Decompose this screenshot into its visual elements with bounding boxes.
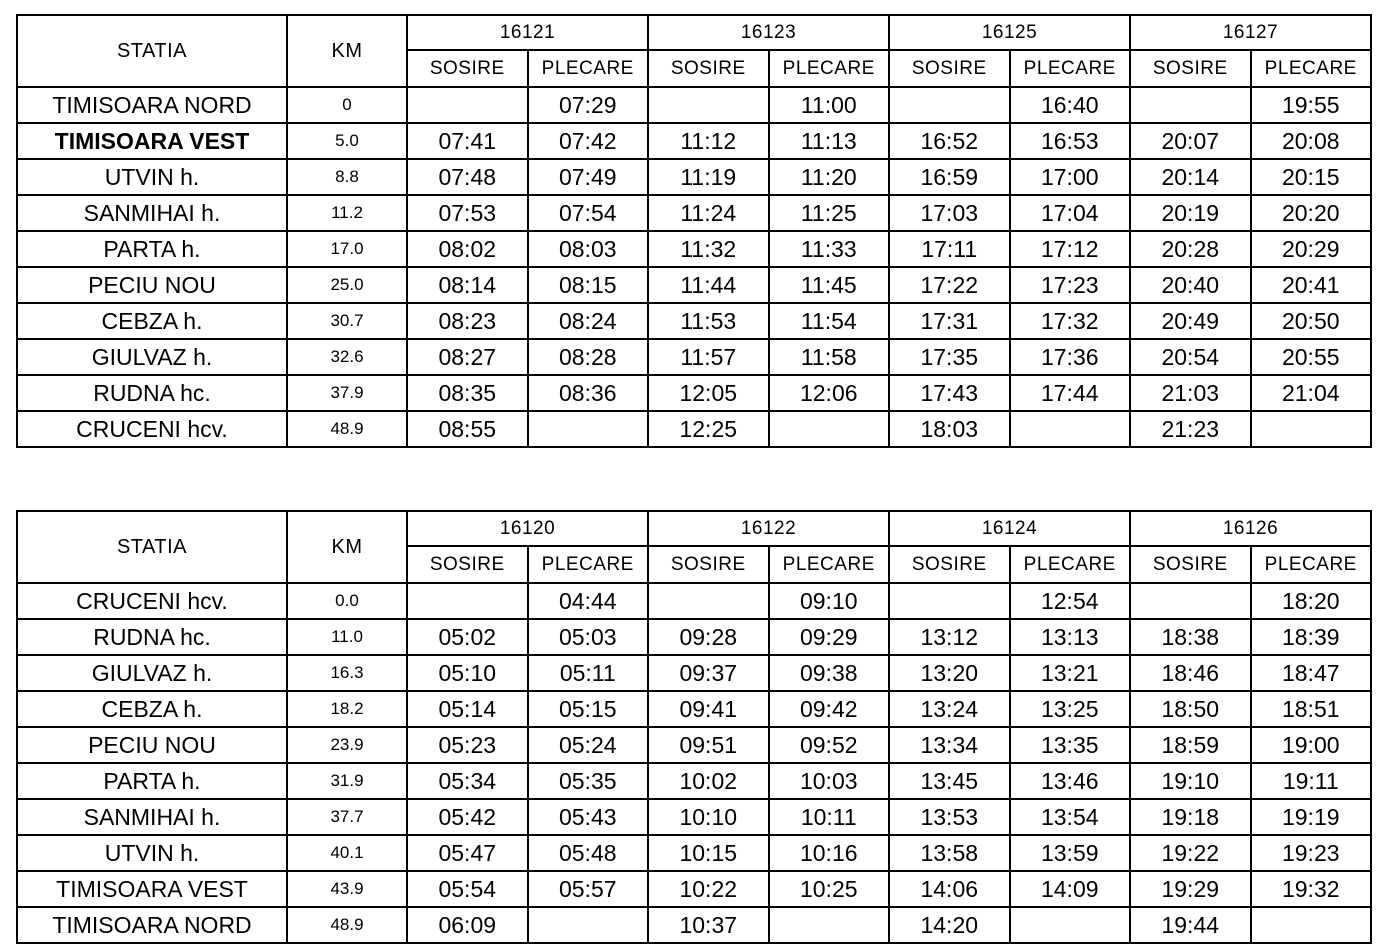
departure-time: 09:29: [769, 619, 890, 655]
departure-time: 09:42: [769, 691, 890, 727]
arrival-time: 13:20: [889, 655, 1010, 691]
header-train-number: 16120: [407, 511, 648, 546]
arrival-time: 18:59: [1130, 727, 1251, 763]
table-row: [17, 871, 1371, 907]
arrival-time: 10:15: [648, 835, 769, 871]
departure-time: 19:32: [1251, 871, 1372, 907]
arrival-time: 21:23: [1130, 411, 1251, 447]
arrival-time: [648, 87, 769, 123]
arrival-time: 17:43: [889, 375, 1010, 411]
arrival-time: 08:35: [407, 375, 528, 411]
arrival-time: 10:37: [648, 907, 769, 943]
station-name: TIMISOARA VEST: [17, 123, 287, 159]
departure-time: 05:11: [528, 655, 649, 691]
station-km: 11.2: [287, 195, 407, 231]
departure-time: 10:11: [769, 799, 890, 835]
arrival-time: 12:25: [648, 411, 769, 447]
arrival-time: 07:53: [407, 195, 528, 231]
arrival-time: 09:37: [648, 655, 769, 691]
station-km: 30.7: [287, 303, 407, 339]
station-km: 32.6: [287, 339, 407, 375]
arrival-time: 17:03: [889, 195, 1010, 231]
arrival-time: 11:53: [648, 303, 769, 339]
arrival-time: [407, 583, 528, 619]
arrival-time: 11:57: [648, 339, 769, 375]
table-row: [17, 339, 1371, 375]
header-arrival: SOSIRE: [648, 50, 769, 87]
departure-time: 09:52: [769, 727, 890, 763]
departure-time: 13:54: [1010, 799, 1131, 835]
departure-time: 18:51: [1251, 691, 1372, 727]
header-arrival: SOSIRE: [889, 546, 1010, 583]
arrival-time: 11:44: [648, 267, 769, 303]
arrival-time: 20:14: [1130, 159, 1251, 195]
departure-time: 11:25: [769, 195, 890, 231]
table-row: [17, 411, 1371, 447]
arrival-time: 17:35: [889, 339, 1010, 375]
departure-time: 11:20: [769, 159, 890, 195]
header-departure: PLECARE: [1010, 50, 1131, 87]
table-row: [17, 195, 1371, 231]
arrival-time: 13:45: [889, 763, 1010, 799]
header-train-number: 16124: [889, 511, 1130, 546]
arrival-time: 19:10: [1130, 763, 1251, 799]
departure-time: 04:44: [528, 583, 649, 619]
arrival-time: 13:53: [889, 799, 1010, 835]
arrival-time: 05:02: [407, 619, 528, 655]
arrival-time: 17:22: [889, 267, 1010, 303]
arrival-time: [889, 87, 1010, 123]
header-departure: PLECARE: [1010, 546, 1131, 583]
departure-time: 05:48: [528, 835, 649, 871]
header-train-number: 16126: [1130, 511, 1371, 546]
arrival-time: [1130, 583, 1251, 619]
departure-time: 11:54: [769, 303, 890, 339]
departure-time: 08:36: [528, 375, 649, 411]
station-name: PARTA h.: [17, 231, 287, 267]
departure-time: 20:41: [1251, 267, 1372, 303]
departure-time: [528, 411, 649, 447]
arrival-time: 18:38: [1130, 619, 1251, 655]
station-km: 37.9: [287, 375, 407, 411]
departure-time: 13:13: [1010, 619, 1131, 655]
arrival-time: 09:28: [648, 619, 769, 655]
timetables-container: [16, 14, 1384, 944]
table-row: [17, 655, 1371, 691]
departure-time: 08:24: [528, 303, 649, 339]
arrival-time: 07:48: [407, 159, 528, 195]
arrival-time: 20:54: [1130, 339, 1251, 375]
departure-time: 20:20: [1251, 195, 1372, 231]
arrival-time: [407, 87, 528, 123]
header-arrival: SOSIRE: [407, 50, 528, 87]
table-row: [17, 159, 1371, 195]
arrival-time: 10:02: [648, 763, 769, 799]
departure-time: 07:42: [528, 123, 649, 159]
arrival-time: 08:02: [407, 231, 528, 267]
header-departure: PLECARE: [769, 546, 890, 583]
departure-time: 19:11: [1251, 763, 1372, 799]
arrival-time: 08:14: [407, 267, 528, 303]
arrival-time: [1130, 87, 1251, 123]
arrival-time: 18:46: [1130, 655, 1251, 691]
departure-time: 19:19: [1251, 799, 1372, 835]
arrival-time: 20:28: [1130, 231, 1251, 267]
departure-time: 20:50: [1251, 303, 1372, 339]
arrival-time: 08:55: [407, 411, 528, 447]
arrival-time: [889, 583, 1010, 619]
station-name: PECIU NOU: [17, 727, 287, 763]
departure-time: 10:03: [769, 763, 890, 799]
arrival-time: 17:31: [889, 303, 1010, 339]
station-name: RUDNA hc.: [17, 619, 287, 655]
arrival-time: 05:54: [407, 871, 528, 907]
departure-time: 17:12: [1010, 231, 1131, 267]
header-arrival: SOSIRE: [407, 546, 528, 583]
station-km: 23.9: [287, 727, 407, 763]
station-name: PARTA h.: [17, 763, 287, 799]
station-name: CEBZA h.: [17, 303, 287, 339]
station-km: 16.3: [287, 655, 407, 691]
arrival-time: 08:23: [407, 303, 528, 339]
departure-time: [528, 907, 649, 943]
departure-time: 13:25: [1010, 691, 1131, 727]
departure-time: 11:13: [769, 123, 890, 159]
departure-time: [769, 907, 890, 943]
arrival-time: 11:24: [648, 195, 769, 231]
departure-time: 20:08: [1251, 123, 1372, 159]
table-row: [17, 87, 1371, 123]
station-name: CRUCENI hcv.: [17, 583, 287, 619]
departure-time: 20:55: [1251, 339, 1372, 375]
table-row: [17, 267, 1371, 303]
table-row: [17, 907, 1371, 943]
header-departure: PLECARE: [1251, 546, 1372, 583]
departure-time: 20:29: [1251, 231, 1372, 267]
departure-time: 11:00: [769, 87, 890, 123]
arrival-time: 13:34: [889, 727, 1010, 763]
departure-time: 05:03: [528, 619, 649, 655]
departure-time: 19:55: [1251, 87, 1372, 123]
arrival-time: 14:06: [889, 871, 1010, 907]
arrival-time: 10:10: [648, 799, 769, 835]
departure-time: [1010, 411, 1131, 447]
arrival-time: 13:24: [889, 691, 1010, 727]
departure-time: 19:23: [1251, 835, 1372, 871]
station-km: 5.0: [287, 123, 407, 159]
table-row: [17, 375, 1371, 411]
departure-time: 11:58: [769, 339, 890, 375]
departure-time: 08:03: [528, 231, 649, 267]
departure-time: 11:45: [769, 267, 890, 303]
departure-time: 19:00: [1251, 727, 1372, 763]
table-row: [17, 619, 1371, 655]
arrival-time: 11:19: [648, 159, 769, 195]
arrival-time: 19:22: [1130, 835, 1251, 871]
header-arrival: SOSIRE: [1130, 50, 1251, 87]
header-train-number: 16121: [407, 15, 648, 50]
table-row: [17, 123, 1371, 159]
arrival-time: 09:41: [648, 691, 769, 727]
departure-time: 07:49: [528, 159, 649, 195]
arrival-time: 05:23: [407, 727, 528, 763]
station-name: TIMISOARA NORD: [17, 87, 287, 123]
header-departure: PLECARE: [1251, 50, 1372, 87]
departure-time: [769, 411, 890, 447]
arrival-time: 06:09: [407, 907, 528, 943]
arrival-time: 08:27: [407, 339, 528, 375]
arrival-time: 10:22: [648, 871, 769, 907]
header-station: STATIA: [17, 15, 287, 87]
header-km: KM: [287, 511, 407, 583]
header-train-number: 16122: [648, 511, 889, 546]
departure-time: 13:21: [1010, 655, 1131, 691]
station-km: 31.9: [287, 763, 407, 799]
station-km: 25.0: [287, 267, 407, 303]
station-name: TIMISOARA VEST: [17, 871, 287, 907]
table-row: [17, 799, 1371, 835]
departure-time: [1251, 411, 1372, 447]
departure-time: 10:25: [769, 871, 890, 907]
departure-time: 05:35: [528, 763, 649, 799]
arrival-time: 07:41: [407, 123, 528, 159]
table-inbound: [16, 510, 1372, 944]
header-arrival: SOSIRE: [1130, 546, 1251, 583]
station-name: SANMIHAI h.: [17, 799, 287, 835]
arrival-time: 11:32: [648, 231, 769, 267]
departure-time: 05:57: [528, 871, 649, 907]
station-name: PECIU NOU: [17, 267, 287, 303]
station-km: 43.9: [287, 871, 407, 907]
departure-time: 21:04: [1251, 375, 1372, 411]
table-row: [17, 835, 1371, 871]
departure-time: 17:04: [1010, 195, 1131, 231]
arrival-time: 09:51: [648, 727, 769, 763]
header-arrival: SOSIRE: [648, 546, 769, 583]
arrival-time: 11:12: [648, 123, 769, 159]
arrival-time: 05:14: [407, 691, 528, 727]
table-row: [17, 231, 1371, 267]
departure-time: 12:06: [769, 375, 890, 411]
departure-time: 16:53: [1010, 123, 1131, 159]
table-outbound: [16, 14, 1372, 448]
header-row-trains: [17, 511, 1371, 546]
departure-time: 05:24: [528, 727, 649, 763]
departure-time: 07:29: [528, 87, 649, 123]
arrival-time: 16:52: [889, 123, 1010, 159]
station-name: RUDNA hc.: [17, 375, 287, 411]
station-name: UTVIN h.: [17, 835, 287, 871]
arrival-time: 18:03: [889, 411, 1010, 447]
station-name: CRUCENI hcv.: [17, 411, 287, 447]
arrival-time: 18:50: [1130, 691, 1251, 727]
station-km: 18.2: [287, 691, 407, 727]
departure-time: 07:54: [528, 195, 649, 231]
station-km: 8.8: [287, 159, 407, 195]
departure-time: 13:59: [1010, 835, 1131, 871]
arrival-time: 05:10: [407, 655, 528, 691]
arrival-time: 05:34: [407, 763, 528, 799]
departure-time: 17:44: [1010, 375, 1131, 411]
departure-time: 14:09: [1010, 871, 1131, 907]
arrival-time: 20:49: [1130, 303, 1251, 339]
arrival-time: 20:07: [1130, 123, 1251, 159]
arrival-time: 17:11: [889, 231, 1010, 267]
station-km: 48.9: [287, 907, 407, 943]
departure-time: 05:15: [528, 691, 649, 727]
station-name: TIMISOARA NORD: [17, 907, 287, 943]
table-row: [17, 727, 1371, 763]
arrival-time: 16:59: [889, 159, 1010, 195]
arrival-time: 14:20: [889, 907, 1010, 943]
station-name: GIULVAZ h.: [17, 655, 287, 691]
header-train-number: 16125: [889, 15, 1130, 50]
arrival-time: 19:29: [1130, 871, 1251, 907]
departure-time: 05:43: [528, 799, 649, 835]
departure-time: 17:23: [1010, 267, 1131, 303]
station-km: 37.7: [287, 799, 407, 835]
departure-time: 13:35: [1010, 727, 1131, 763]
departure-time: 08:28: [528, 339, 649, 375]
departure-time: 17:32: [1010, 303, 1131, 339]
arrival-time: 19:18: [1130, 799, 1251, 835]
departure-time: 18:20: [1251, 583, 1372, 619]
departure-time: 17:36: [1010, 339, 1131, 375]
departure-time: 17:00: [1010, 159, 1131, 195]
header-train-number: 16123: [648, 15, 889, 50]
station-name: GIULVAZ h.: [17, 339, 287, 375]
header-train-number: 16127: [1130, 15, 1371, 50]
station-km: 40.1: [287, 835, 407, 871]
departure-time: 11:33: [769, 231, 890, 267]
header-departure: PLECARE: [528, 546, 649, 583]
departure-time: 13:46: [1010, 763, 1131, 799]
departure-time: 16:40: [1010, 87, 1131, 123]
arrival-time: 19:44: [1130, 907, 1251, 943]
arrival-time: 20:19: [1130, 195, 1251, 231]
departure-time: 18:39: [1251, 619, 1372, 655]
table-row: [17, 691, 1371, 727]
table-spacer: [16, 448, 1384, 510]
table-row: [17, 763, 1371, 799]
departure-time: 12:54: [1010, 583, 1131, 619]
station-km: 48.9: [287, 411, 407, 447]
header-arrival: SOSIRE: [889, 50, 1010, 87]
arrival-time: 12:05: [648, 375, 769, 411]
station-km: 0.0: [287, 583, 407, 619]
table-row: [17, 303, 1371, 339]
departure-time: 09:38: [769, 655, 890, 691]
arrival-time: 20:40: [1130, 267, 1251, 303]
departure-time: 10:16: [769, 835, 890, 871]
departure-time: 09:10: [769, 583, 890, 619]
departure-time: 20:15: [1251, 159, 1372, 195]
arrival-time: 21:03: [1130, 375, 1251, 411]
station-name: SANMIHAI h.: [17, 195, 287, 231]
departure-time: [1010, 907, 1131, 943]
station-name: UTVIN h.: [17, 159, 287, 195]
arrival-time: [648, 583, 769, 619]
header-km: KM: [287, 15, 407, 87]
header-departure: PLECARE: [528, 50, 649, 87]
arrival-time: 05:42: [407, 799, 528, 835]
station-name: CEBZA h.: [17, 691, 287, 727]
departure-time: [1251, 907, 1372, 943]
header-station: STATIA: [17, 511, 287, 583]
departure-time: 08:15: [528, 267, 649, 303]
arrival-time: 13:12: [889, 619, 1010, 655]
station-km: 11.0: [287, 619, 407, 655]
header-departure: PLECARE: [769, 50, 890, 87]
departure-time: 18:47: [1251, 655, 1372, 691]
station-km: 17.0: [287, 231, 407, 267]
station-km: 0: [287, 87, 407, 123]
table-row: [17, 583, 1371, 619]
header-row-trains: [17, 15, 1371, 50]
arrival-time: 05:47: [407, 835, 528, 871]
arrival-time: 13:58: [889, 835, 1010, 871]
